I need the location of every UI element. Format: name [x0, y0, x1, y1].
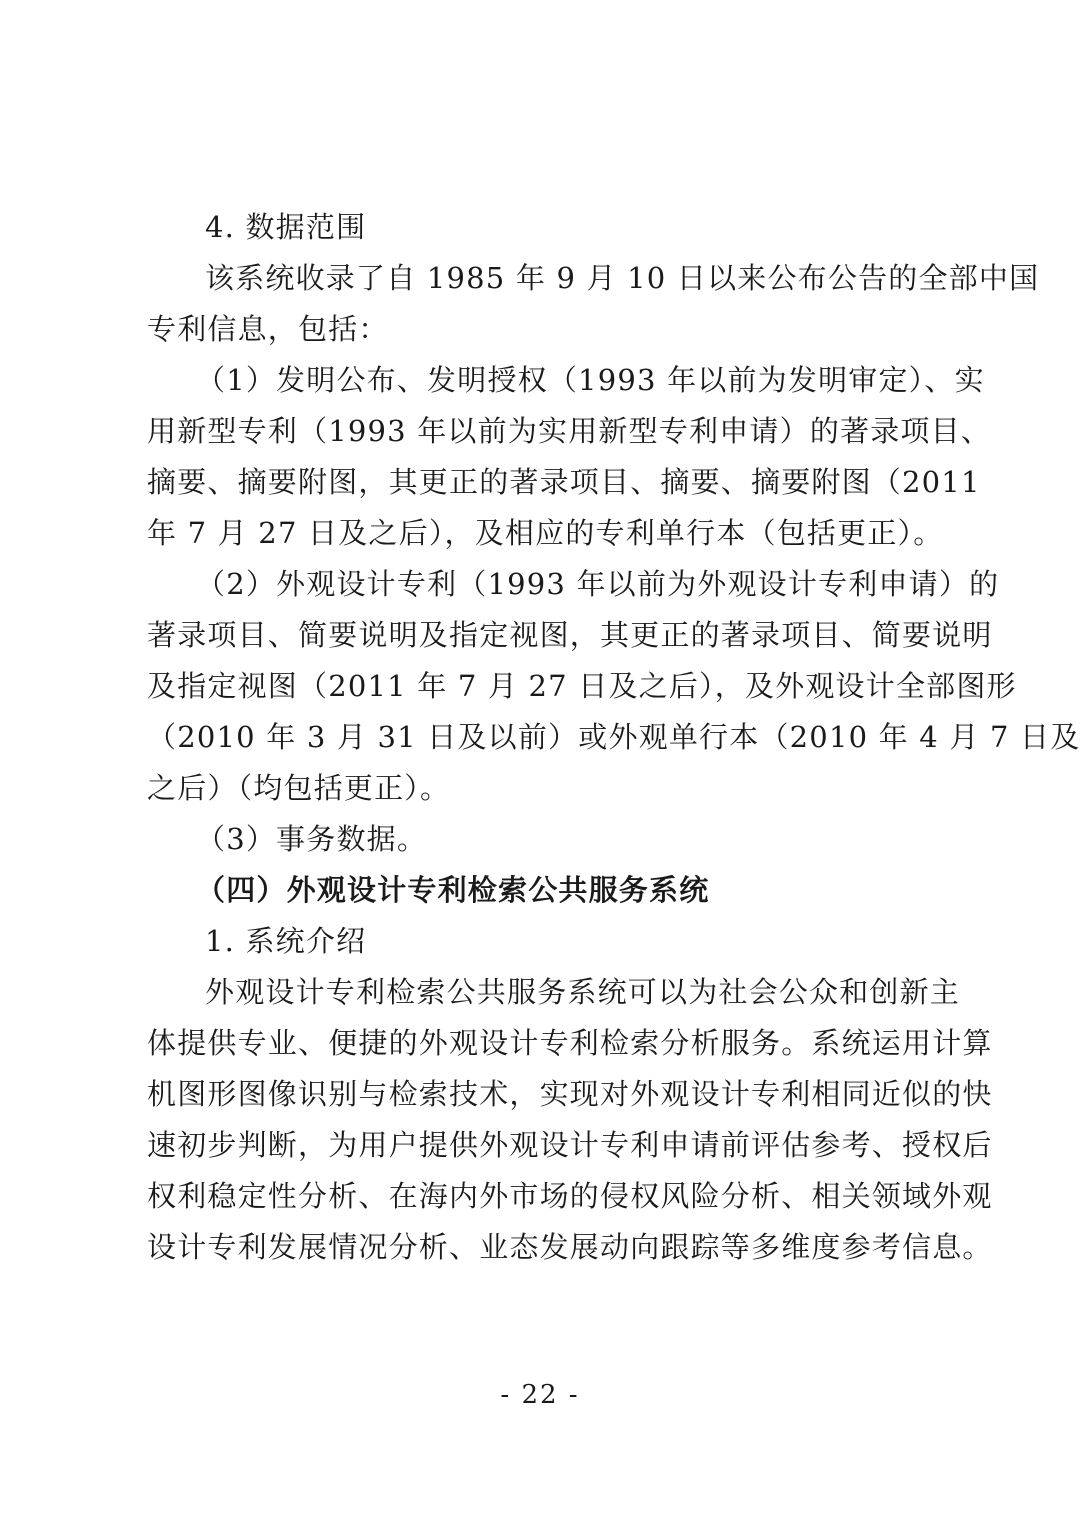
paragraph-line: 速初步判断，为用户提供外观设计专利申请前评估参考、授权后 [147, 1128, 993, 1162]
paragraph-line: 年 7 月 27 日及之后），及相应的专利单行本（包括更正）。 [147, 516, 944, 550]
paragraph-line: 设计专利发展情况分析、业态发展动向跟踪等多维度参考信息。 [147, 1230, 993, 1264]
paragraph-line: （2）外观设计专利（1993 年以前为外观设计专利申请）的 [196, 567, 1000, 601]
paragraph-line: 著录项目、简要说明及指定视图，其更正的著录项目、简要说明 [147, 618, 993, 652]
paragraph-line: 体提供专业、便捷的外观设计专利检索分析服务。系统运用计算 [147, 1026, 993, 1060]
page-number: - 22 - [500, 1380, 580, 1410]
paragraph-line: （3）事务数据。 [196, 822, 428, 856]
paragraph-line: 用新型专利（1993 年以前为实用新型专利申请）的著录项目、 [147, 414, 992, 448]
paragraph-line: 该系统收录了自 1985 年 9 月 10 日以来公布公告的全部中国 [205, 261, 1040, 295]
section-heading-appearance-design-system: （四）外观设计专利检索公共服务系统 [196, 873, 710, 907]
paragraph-line: 权利稳定性分析、在海内外市场的侵权风险分析、相关领域外观 [147, 1179, 993, 1213]
paragraph-line: 摘要、摘要附图，其更正的著录项目、摘要、摘要附图（2011 [147, 465, 981, 499]
paragraph-line: 外观设计专利检索公共服务系统可以为社会公众和创新主 [205, 975, 961, 1009]
subsection-heading-system-intro: 1. 系统介绍 [205, 924, 367, 958]
paragraph-line: 之后）（均包括更正）。 [147, 771, 451, 805]
paragraph-line: 及指定视图（2011 年 7 月 27 日及之后），及外观设计全部图形 [147, 669, 1017, 703]
paragraph-line: 机图形图像识别与检索技术，实现对外观设计专利相同近似的快 [147, 1077, 993, 1111]
paragraph-line: （1）发明公布、发明授权（1993 年以前为发明审定）、实 [196, 363, 985, 397]
section-heading-data-scope: 4. 数据范围 [205, 210, 367, 244]
paragraph-line: 专利信息，包括： [147, 312, 389, 346]
paragraph-line: （2010 年 3 月 31 日及以前）或外观单行本（2010 年 4 月 7 日及 [147, 720, 1080, 754]
